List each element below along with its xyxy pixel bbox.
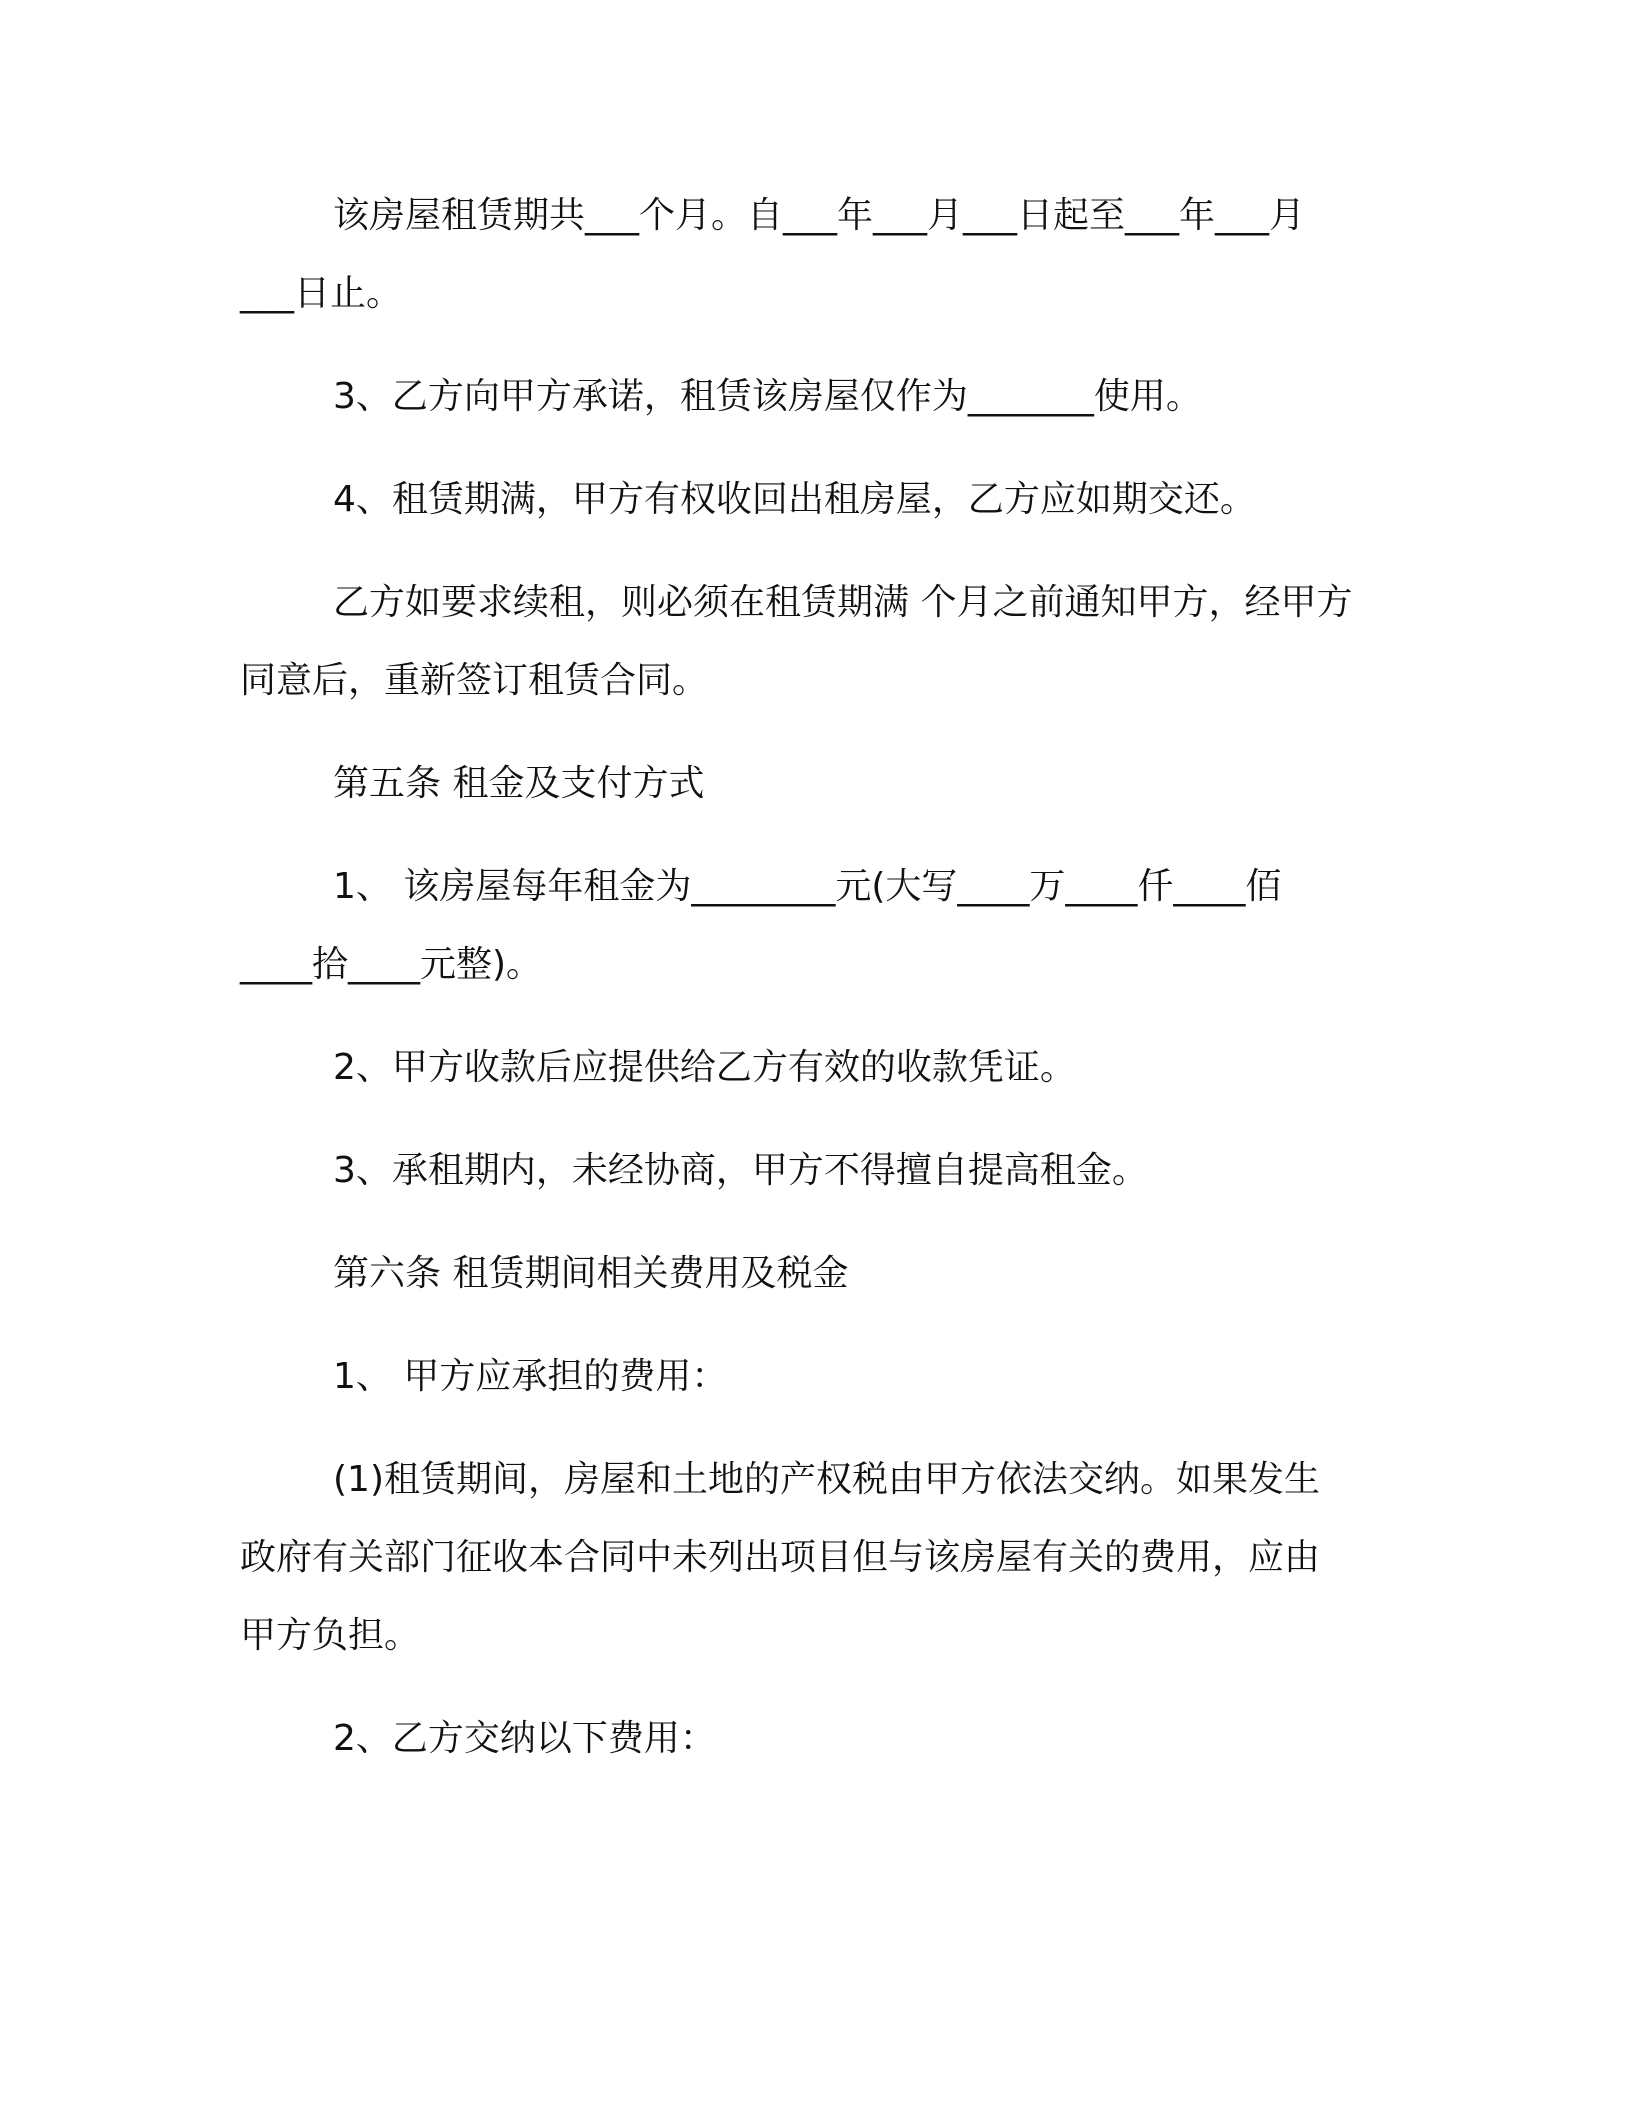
article-6-heading: 第六条 租赁期间相关费用及税金 [333,1253,849,1294]
article-5-clause-1-line-2: ____拾____元整)。 [240,944,543,985]
clause-3-usage: 3、乙方向甲方承诺，租赁该房屋仅作为_______使用。 [333,376,1202,417]
paragraph-lease-term-line-2: ___日止。 [240,273,403,314]
paragraph-lease-term-line-1: 该房屋租赁期共___个月。自___年___月___日起至___年___月 [333,195,1306,236]
clause-4-expiry: 4、租赁期满，甲方有权收回出租房屋，乙方应如期交还。 [333,479,1256,520]
article-6-item-1-line-2: 政府有关部门征收本合同中未列出项目但与该房屋有关的费用，应由 [240,1537,1321,1578]
article-5-clause-2: 2、甲方收款后应提供给乙方有效的收款凭证。 [333,1047,1076,1088]
article-6-clause-2: 2、乙方交纳以下费用： [333,1718,716,1759]
article-6-item-1-line-1: (1)租赁期间，房屋和土地的产权税由甲方依法交纳。如果发生 [333,1459,1320,1500]
article-5-heading: 第五条 租金及支付方式 [333,763,705,804]
paragraph-renewal-line-2: 同意后，重新签订租赁合同。 [240,660,709,701]
article-5-clause-3: 3、承租期内，未经协商，甲方不得擅自提高租金。 [333,1150,1148,1191]
article-5-clause-1-line-1: 1、 该房屋每年租金为________元(大写____万____仟____佰 [333,866,1282,907]
article-6-clause-1: 1、 甲方应承担的费用： [333,1356,728,1397]
article-6-item-1-line-3: 甲方负担。 [240,1615,421,1656]
paragraph-renewal-line-1: 乙方如要求续租，则必须在租赁期满 个月之前通知甲方，经甲方 [333,582,1353,623]
